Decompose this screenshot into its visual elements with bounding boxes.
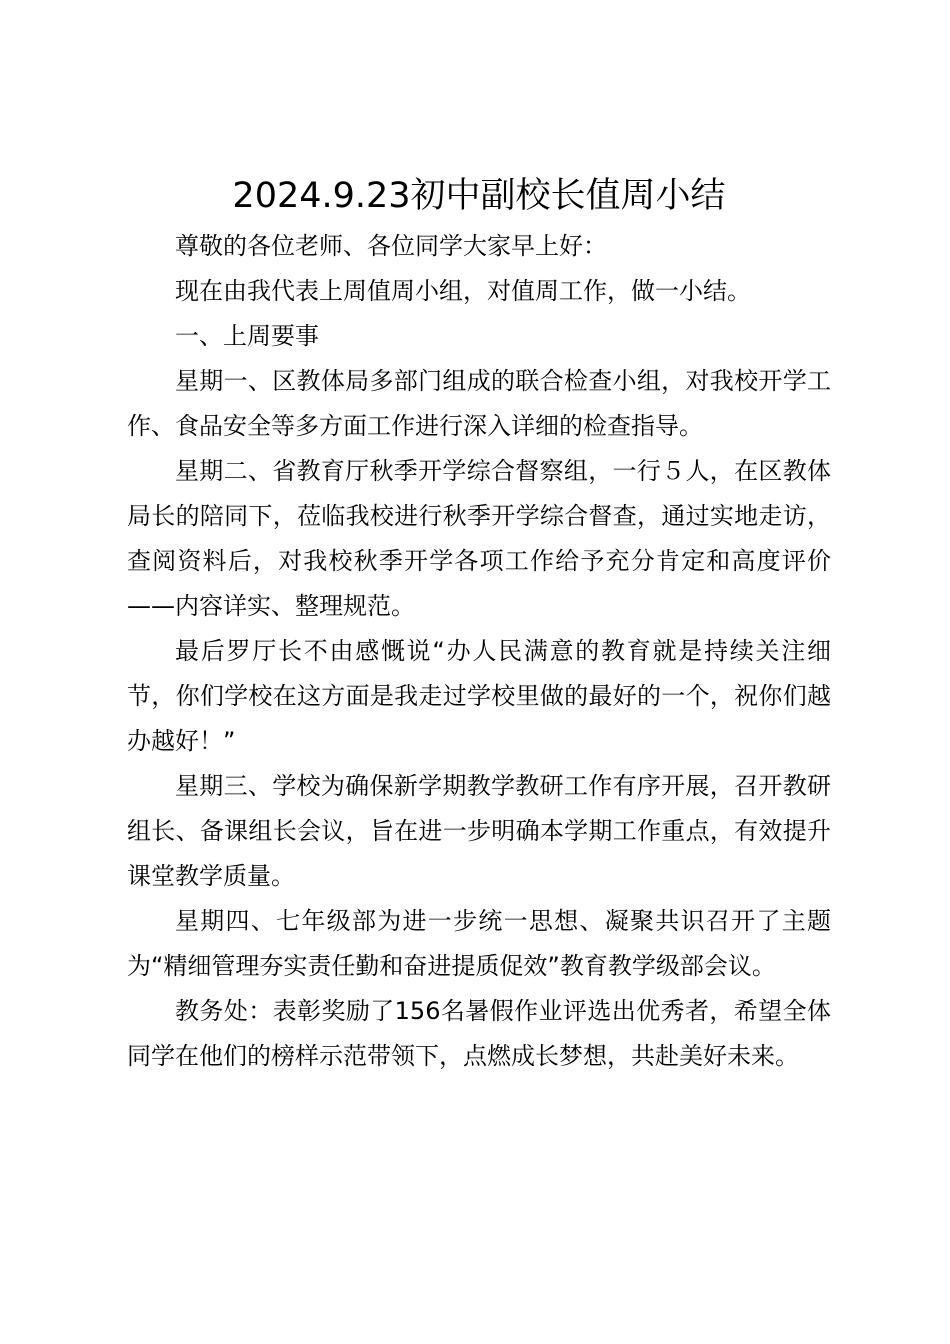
paragraph-tuesday: 星期二、省教育厅秋季开学综合督察组，一行５人，在区教体局长的陪同下，莅临我校进行秋季开学综合督查，通过实地走访，查阅资料后，对我校秋季开学各项工作给予充分肯定和高度评价——内容详实、整理规范。 (127, 457, 831, 620)
paragraph-thursday: 星期四、七年级部为进一步统一思想、凝聚共识召开了主题为“精细管理夯实责任勤和奋进提质促效”教育教学级部会议。 (127, 907, 831, 980)
paragraph-wednesday: 星期三、学校为确保新学期教学教研工作有序开展，召开教研组长、备课组长会议，旨在进一步明确本学期工作重点，有效提升课堂教学质量。 (127, 772, 831, 890)
document-title: 2024.9.23初中副校长值周小结 (232, 176, 726, 216)
paragraph-intro: 现在由我代表上周值周小组，对值周工作，做一小结。 (175, 277, 751, 305)
paragraph-quote: 最后罗厅长不由感慨说“办人民满意的教育就是持续关注细节，你们学校在这方面是我走过学校里做的最好的一个，祝你们越办越好！” (127, 637, 831, 755)
paragraph-monday: 星期一、区教体局多部门组成的联合检查小组，对我校开学工作、食品安全等多方面工作进行深入详细的检查指导。 (127, 367, 831, 440)
paragraph-greeting: 尊敬的各位老师、各位同学大家早上好： (175, 232, 607, 260)
document-page (127, 170, 831, 1079)
section-heading: 一、上周要事 (175, 322, 319, 350)
paragraph-academic-office: 教务处：表彰奖励了156名暑假作业评选出优秀者，希望全体同学在他们的榜样示范带领下，点燃成长梦想，共赴美好未来。 (127, 997, 831, 1070)
